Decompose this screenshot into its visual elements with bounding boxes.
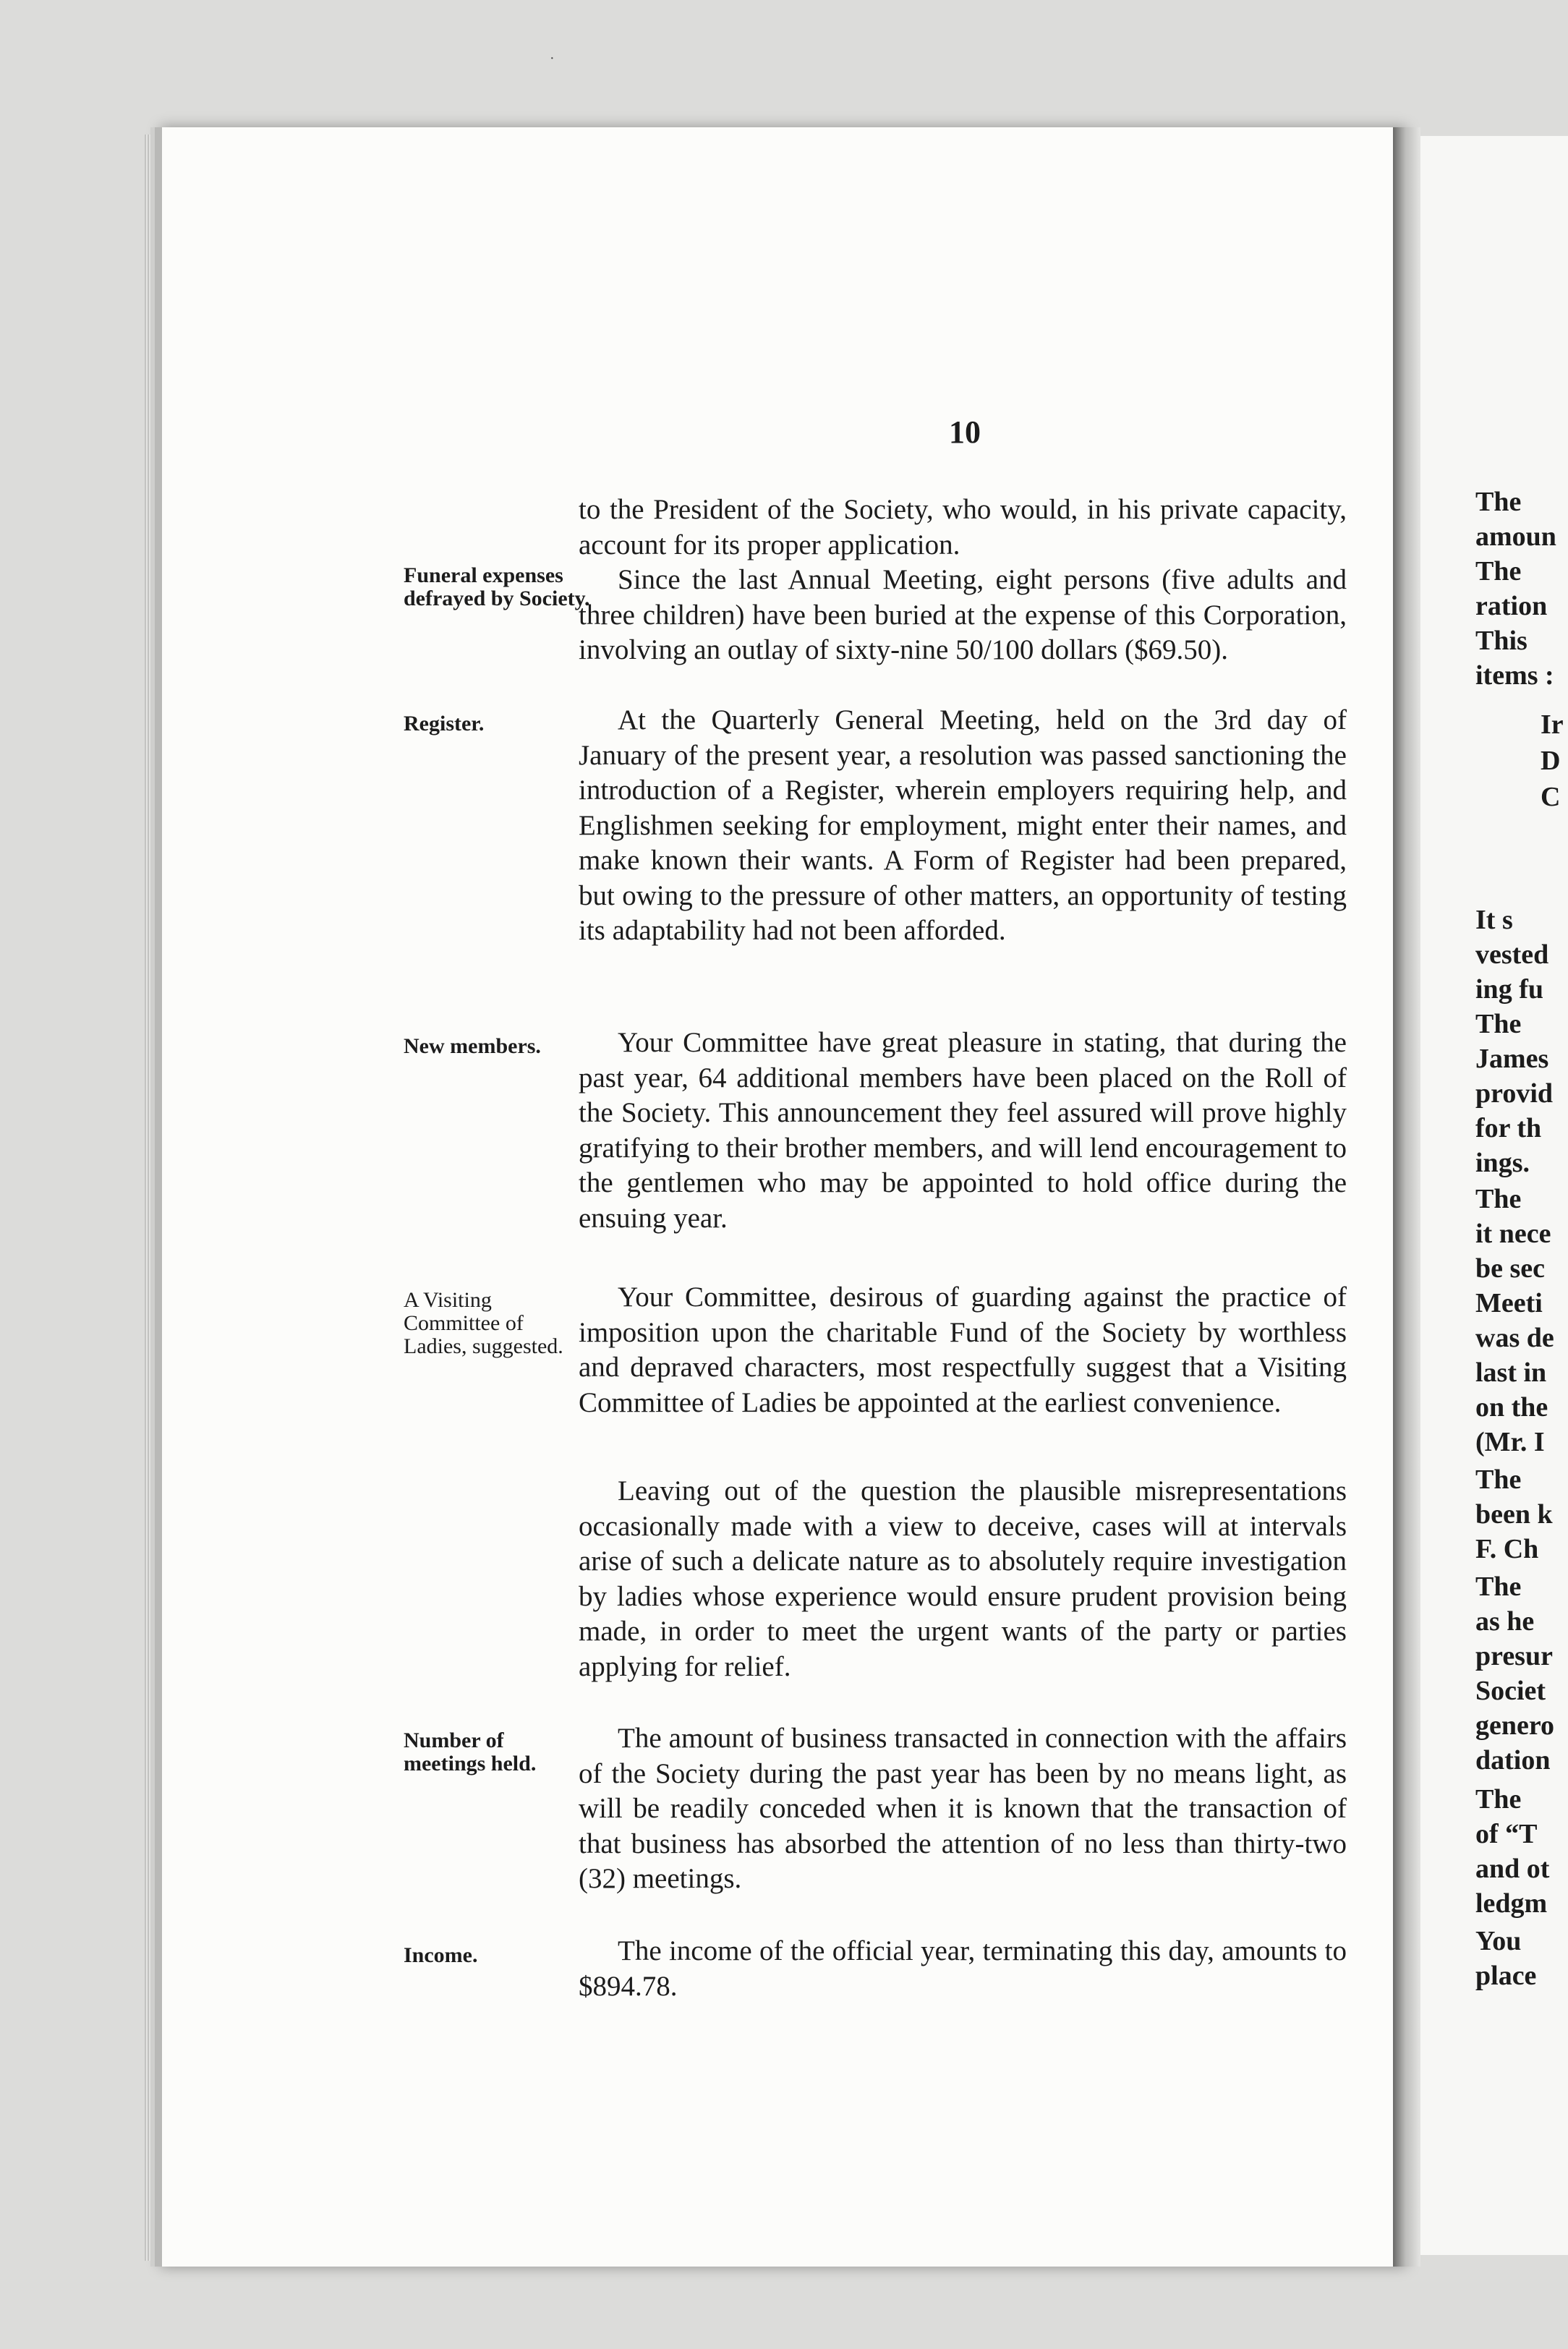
- facing-page-line: it nece: [1475, 1219, 1551, 1249]
- facing-page-line: The: [1475, 1184, 1522, 1214]
- facing-page-line: was de: [1475, 1323, 1554, 1353]
- facing-page-line: C: [1541, 782, 1561, 812]
- facing-page-line: The: [1475, 556, 1522, 587]
- book-gutter: [1393, 127, 1420, 2267]
- facing-page-line: Meeti: [1475, 1288, 1543, 1318]
- facing-page-line: (Mr. I: [1475, 1427, 1545, 1457]
- facing-page-line: on the: [1475, 1392, 1548, 1423]
- facing-page-line: as he: [1475, 1606, 1535, 1637]
- facing-page-line: items :: [1475, 660, 1554, 691]
- facing-page-line: James: [1475, 1044, 1549, 1074]
- page-edge-stack: [145, 135, 153, 2261]
- facing-page-line: It s: [1475, 905, 1513, 935]
- facing-page-line: for th: [1475, 1113, 1542, 1143]
- facing-page-line: ings.: [1475, 1148, 1530, 1178]
- facing-page-line: ration: [1475, 591, 1548, 621]
- sidenote-funeral: Funeral expenses defrayed by Society.: [404, 563, 590, 610]
- facing-page-line: be sec: [1475, 1253, 1546, 1284]
- facing-page-line: The: [1475, 1009, 1522, 1039]
- facing-page-line: The: [1475, 487, 1522, 517]
- facing-page-line: of “T: [1475, 1819, 1538, 1849]
- paragraph-register: At the Quarterly General Meeting, held on the 3rd day of January of the present year, a resolution was passed sanctioning the introduction of a Register, wherein employers requiring help, and Englishmen seeking for employment, might enter their names, and make known their wants. A Form of Register had been prepared, but owing to the pressure of other matters, an opportunity of testing its adaptability had not been afforded.: [579, 704, 1347, 946]
- facing-page-line: F. Ch: [1475, 1534, 1539, 1564]
- facing-page-line: Societ: [1475, 1676, 1546, 1706]
- sidenote-meetings: Number of meetings held.: [404, 1728, 537, 1775]
- facing-page-line: dation: [1475, 1745, 1551, 1775]
- paragraph-meetings: The amount of business transacted in connection with the affairs of the Society during the past year has been by no means light, as will be readily conceded when it is known that the transaction of that business has absorbed the attention of no less than thirty-two (32) meetings.: [579, 1723, 1347, 1894]
- facing-page-line: presur: [1475, 1641, 1553, 1671]
- facing-page-line: and ot: [1475, 1854, 1550, 1884]
- facing-page-line: place: [1475, 1961, 1537, 1991]
- facing-page-line: provid: [1475, 1078, 1554, 1109]
- paragraph-income: The income of the official year, terminating this day, amounts to $894.78.: [579, 1935, 1347, 2002]
- facing-page-line: Ir: [1541, 709, 1564, 740]
- page-number: 10: [949, 414, 981, 450]
- facing-page-line: D: [1541, 746, 1561, 776]
- facing-page-line: genero: [1475, 1710, 1555, 1741]
- sidenote-visiting-committee: A Visiting Committee of Ladies, suggested.: [404, 1288, 563, 1358]
- facing-page-line: ledgm: [1475, 1888, 1548, 1919]
- facing-page-line: been k: [1475, 1499, 1553, 1530]
- facing-page-line: The: [1475, 1572, 1522, 1602]
- facing-page-line: The: [1475, 1784, 1522, 1815]
- facing-page-line: This: [1475, 626, 1527, 656]
- facing-page-line: amoun: [1475, 521, 1556, 552]
- paragraph-visiting-committee: Your Committee, desirous of guarding against the practice of imposition upon the charitable Fund of the Society by worthless and depraved characters, most respectfully suggest that a Visiting Committee of Ladies be appointed at the earliest convenience.: [579, 1282, 1347, 1418]
- facing-page-line: last in: [1475, 1357, 1547, 1388]
- paragraph-funeral: Since the last Annual Meeting, eight persons (five adults and three children) have been buried at the expense of this Corporation, involving an outlay of sixty-nine 50/100 dollars ($69.50).: [579, 564, 1347, 665]
- facing-page-line: You: [1475, 1926, 1522, 1956]
- facing-page-line: ing fu: [1475, 974, 1543, 1005]
- paragraph-1: to the President of the Society, who would, in his private capacity, account for its proper application.: [579, 494, 1347, 560]
- scan-speck: ·: [550, 51, 555, 67]
- sidenote-register: Register.: [404, 712, 485, 736]
- paragraph-leaving-out: Leaving out of the question the plausible misrepresentations occasionally made with a view to deceive, cases will at intervals arise of such a delicate nature as to absolutely require investigation by ladies whose experience would ensure prudent provision being made, in order to meet the urgent wants of the party or parties applying for relief.: [579, 1475, 1347, 1682]
- sidenote-new-members: New members.: [404, 1034, 541, 1058]
- sidenote-income: Income.: [404, 1943, 478, 1967]
- facing-page-line: vested: [1475, 939, 1549, 970]
- facing-page-line: The: [1475, 1465, 1522, 1495]
- paragraph-new-members: Your Committee have great pleasure in stating, that during the past year, 64 additional members have been placed on the Roll of the Society. This announcement they feel assured will prove highly gratifying to their brother members, and will lend encouragement to the gentlemen who may be appointed to hold office during the ensuing year.: [579, 1027, 1347, 1234]
